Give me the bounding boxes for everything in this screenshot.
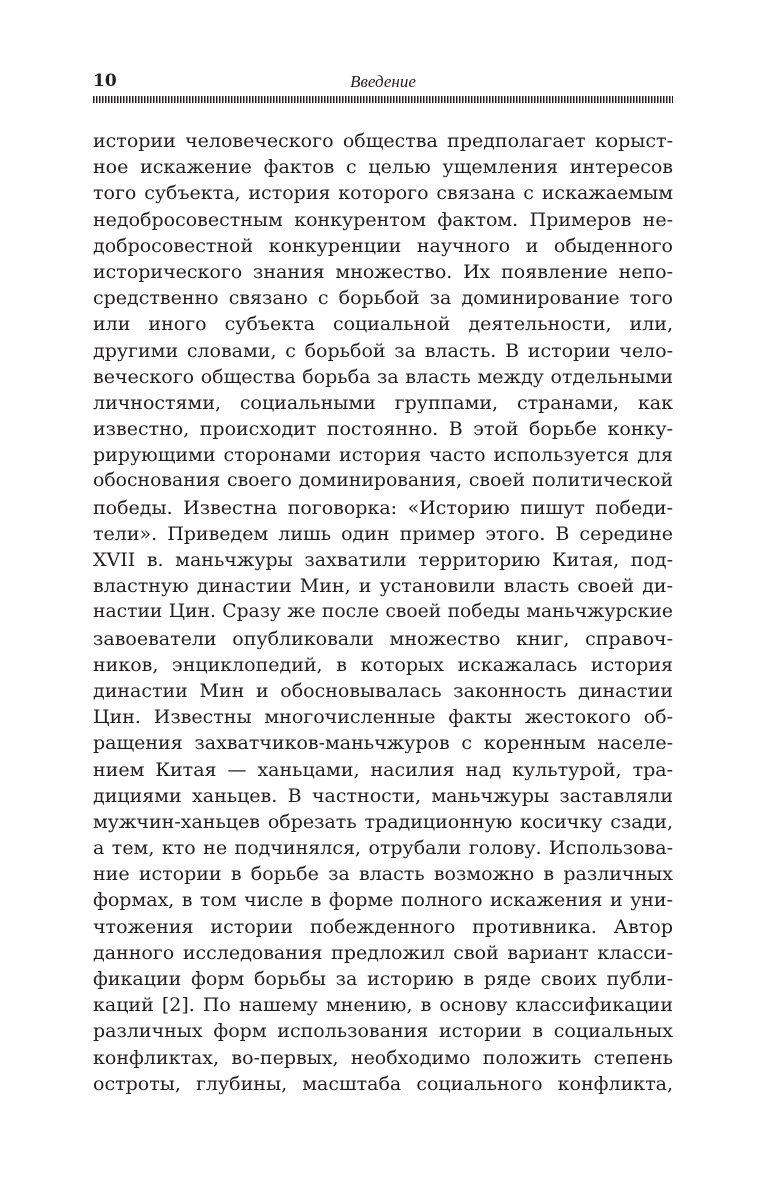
text-line: добросовестной конкуренции научного и обыденного <box>93 234 673 257</box>
text-line: победы. Известна поговорка: «Историю пишут победи- <box>93 496 673 519</box>
text-line: фикации форм борьбы за историю в ряде своих публи- <box>93 968 673 990</box>
text-line: средственно связано с борьбой за доминирование того <box>93 287 673 310</box>
text-line: ников, энциклопедий, в которых искажалась история <box>93 653 673 676</box>
text-line: различных форм использования истории в социальных <box>93 1020 673 1043</box>
text-line: формах, в том числе в форме полного искажения и уни- <box>93 889 673 912</box>
text-line: каций [2]. По нашему мнению, в основу классификации <box>93 994 673 1017</box>
text-line: веческого общества борьба за власть между отдельными <box>93 365 673 388</box>
text-line: тели». Приведем лишь один пример этого. В середине <box>93 522 673 545</box>
text-line: мужчин-ханьцев обрезать традиционную косичку сзади, <box>93 810 673 833</box>
text-line: завоеватели опубликовали множество книг, справоч- <box>93 627 673 650</box>
text-line: известно, происходит постоянно. В этой борьбе конку- <box>93 418 673 441</box>
text-line: или иного субъекта социальной деятельности, или, <box>93 313 673 336</box>
text-line: конфликтах, во-первых, необходимо положить степень <box>93 1046 673 1069</box>
text-line: другими словами, с борьбой за власть. В истории чело- <box>93 339 673 362</box>
text-line: Цин. Известны многочисленные факты жестокого об- <box>93 706 673 729</box>
body-text <box>93 128 673 1097</box>
text-line: ращения захватчиков-маньчжуров с коренным населе- <box>93 732 673 755</box>
text-line: истории человеческого общества предполагает корыст- <box>93 130 673 152</box>
text-line: данного исследования предложил свой вариант класси- <box>93 941 673 964</box>
text-line: остроты, глубины, масштаба социального конфликта, <box>93 1072 673 1095</box>
page-number: 10 <box>93 71 117 91</box>
text-line: личностями, социальными группами, странами, как <box>93 391 673 414</box>
running-head: Введение <box>350 72 416 91</box>
text-line: дициями ханьцев. В частности, маньчжуры заставляли <box>93 784 673 807</box>
text-line: рирующими сторонами история часто используется для <box>93 444 673 467</box>
text-line: нием Китая — ханьцами, насилия над культурой, тра- <box>93 758 673 781</box>
header-rule <box>93 96 673 103</box>
text-line: исторического знания множество. Их появление непо- <box>93 260 673 283</box>
text-line: ние истории в борьбе за власть возможно в различных <box>93 863 673 886</box>
text-line: а тем, кто не подчинялся, отрубали голову. Использова- <box>93 837 673 860</box>
text-line: династии Мин и обосновывалась законность династии <box>93 679 673 702</box>
text-line: обоснования своего доминирования, своей политической <box>93 470 673 492</box>
text-line: XVII в. маньчжуры захватили территорию Китая, под- <box>93 549 673 571</box>
text-line: чтожения истории побежденного противника. Автор <box>93 915 673 938</box>
text-line: настии Цин. Сразу же после своей победы маньчжурские <box>93 601 673 623</box>
text-line: властную династии Мин, и установили власть своей ди- <box>93 575 673 598</box>
text-line: того субъекта, история которого связана с искажаемым <box>93 182 673 205</box>
text-line: ное искажение фактов с целью ущемления интересов <box>93 156 673 179</box>
text-line: недобросовестным конкурентом фактом. Примеров не- <box>93 208 673 231</box>
